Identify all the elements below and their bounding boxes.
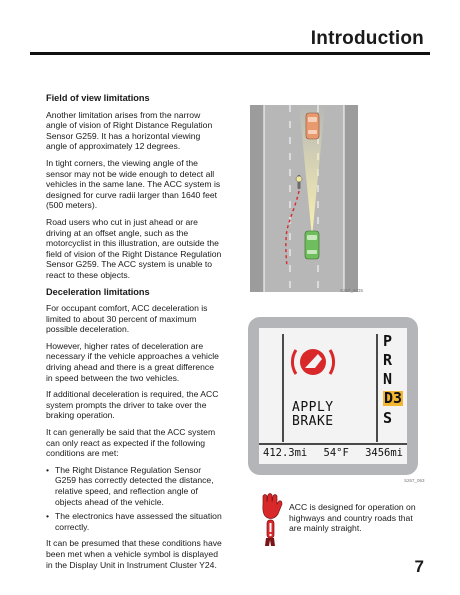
left-text-column (46, 93, 222, 576)
gear-n: N (383, 370, 393, 388)
message-line: APPLY (292, 400, 334, 415)
paragraph: Road users who cut in just ahead or are driving at an offset angle, such as the motorcyclist in this illustration, are outside the field of vision of the Right Distance Regulation Sensor G259. The ACC system is unable to react to these objects. (46, 216, 222, 280)
list-item: • The Right Distance Regulation Sensor G259 has correctly detected the distance, relative speed, and reflection angle of objects ahead of the vehicle. (46, 465, 222, 507)
note-text: ACC is designed for operation on highways and country roads that are mainly straight. (289, 502, 416, 533)
paragraph: If additional deceleration is required, the ACC system prompts the driver to take over the braking operation. (46, 389, 219, 421)
paragraph: Another limitation arises from the narrow angle of vision of Right Distance Regulation Sensor G259. It has a horizontal viewing angle of approximately 12 degrees. (46, 109, 213, 152)
road-illustration (250, 105, 358, 292)
heading-deceleration: Deceleration limitations (46, 286, 150, 297)
caution-hand-icon (254, 492, 288, 548)
gear-d3-active: D3 (384, 389, 403, 407)
list-item: • The electronics have assessed the situation correctly. (46, 511, 222, 532)
gear-p: P (383, 332, 393, 350)
gear-r: R (383, 351, 393, 369)
figure-code: S267_063 (404, 478, 425, 483)
trip-readout: 3456mi (365, 447, 403, 459)
paragraph: In tight corners, the viewing angle of the sensor may not be wide enough to detect all vehicles in the same lane. The ACC system is designed for curve radii larger than 1640 feet (500 meters). (46, 157, 221, 211)
paragraph: For occupant comfort, ACC deceleration is limited to about 30 percent of maximum possible deceleration. (46, 303, 208, 335)
display-status-bar (261, 444, 405, 462)
display-screen (259, 328, 407, 464)
lead-car-icon (306, 113, 319, 139)
paragraph: It can generally be said that the ACC system can only react as expected if the following conditions are met: (46, 427, 216, 459)
paragraph: It can be presumed that these conditions have been met when a vehicle symbol is displayed in the Display Unit in Instrument Cluster Y24. (46, 538, 222, 570)
heading-field-of-view: Field of view limitations (46, 93, 150, 103)
message-line: BRAKE (292, 414, 334, 429)
figure-code: S267_6035 (340, 288, 364, 293)
page-title: Introduction (310, 28, 424, 49)
paragraph: However, higher rates of deceleration are necessary if the vehicle approaches a vehicle driving ahead and there is a great difference in speed between the two vehicles. (46, 340, 219, 383)
odometer-readout: 412.3mi (263, 447, 308, 459)
page-number: 7 (414, 557, 424, 576)
conditions-list (46, 465, 222, 533)
apply-brake-message (292, 401, 334, 429)
page-header (30, 22, 430, 55)
own-car-icon (305, 231, 319, 259)
temperature-readout: 54°F (323, 447, 349, 459)
instrument-display (248, 317, 418, 475)
brake-warning-icon (292, 349, 333, 375)
gear-s: S (383, 409, 393, 427)
